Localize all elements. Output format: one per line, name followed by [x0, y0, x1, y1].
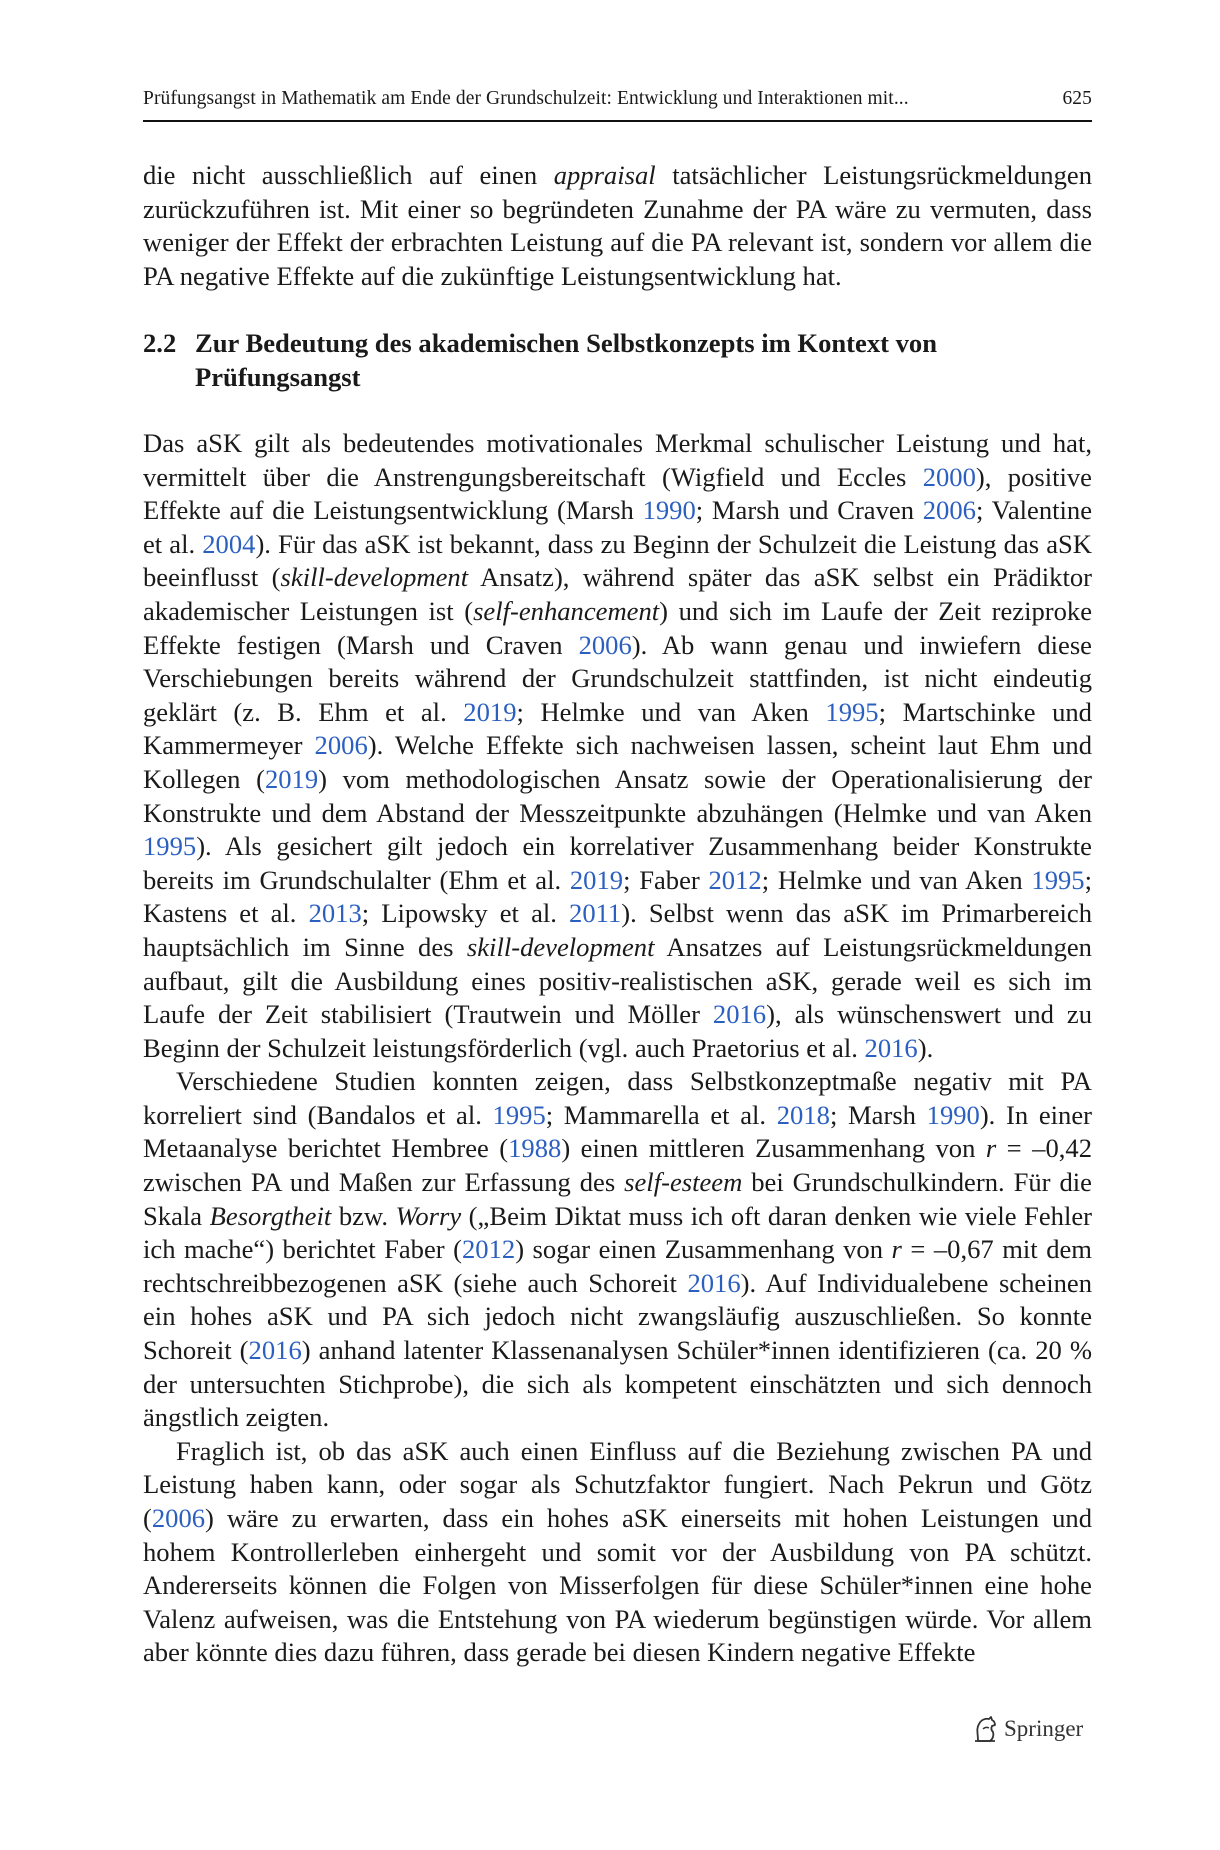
- citation-link[interactable]: 2006: [151, 1503, 206, 1533]
- citation-link[interactable]: 2016: [687, 1267, 741, 1298]
- section-heading: [143, 327, 1092, 394]
- section-body: [143, 427, 1092, 1670]
- citation-link[interactable]: 2019: [463, 696, 517, 727]
- paragraph-2: Verschiedene Studien konnten zeigen, dass Selbstkonzeptmaße negativ mit PA korreliert sind (Bandalos et al. 1995; Mammarella et al. 2018; Marsh 1990). In einer Metaanalyse berichtet Hembree (1988) einen mittleren Zusammenhang von r = –0,42 zwischen PA und Maßen zur Erfassung des self-esteem bei Grundschulkindern. Für die Skala Besorgtheit bzw. Worry („Beim Diktat muss ich oft daran denken wie viele Fehler ich mache“) berichtet Faber (2012) sogar einen Zusammenhang von r = –0,67 mit dem rechtschreibbezogenen aSK (siehe auch Schoreit 2016). Auf Individualebene scheinen ein hohes aSK und PA sich jedoch nicht zwangsläufig auszuschließen. So konnte Schoreit (2016) anhand latenter Klassenanalysen Schüler*innen identifizieren (ca. 20 % der untersuchten Stichprobe), die sich als kompetent einschätzten und sich dennoch ängstlich zeigten.: [143, 1066, 1092, 1433]
- paragraph-1: Das aSK gilt als bedeutendes motivationales Merkmal schulischer Leistung und hat, vermittelt über die Anstrengungsbereitschaft (Wigfield und Eccles 2000), positive Effekte auf die Leistungsentwicklung (Marsh 1990; Marsh und Craven 2006; Valentine et al. 2004). Für das aSK ist bekannt, dass zu Beginn der Schulzeit die Leistung das aSK beeinflusst (skill-development Ansatz), während später das aSK selbst ein Prädiktor akademischer Leistungen ist (self-enhancement) und sich im Laufe der Zeit reziproke Effekte festigen (Marsh und Craven 2006). Ab wann genau und inwiefern diese Verschiebungen bereits während der Grundschulzeit stattfinden, ist nicht eindeutig geklärt (z. B. Ehm et al. 2019; Helmke und van Aken 1995; Martschinke und Kammermeyer 2006). Welche Effekte sich nachweisen lassen, scheint laut Ehm und Kollegen (2019) vom methodologischen Ansatz sowie der Operationalisierung der Konstrukte und dem Abstand der Messzeitpunkte abzuhängen (Helmke und van Aken 1995). Als gesichert gilt jedoch ein korrelativer Zusammenhang beider Konstrukte bereits im Grundschulalter (Ehm et al. 2019; Faber 2012; Helmke und van Aken 1995; Kastens et al. 2013; Lipowsky et al. 2011). Selbst wenn das aSK im Primarbereich hauptsächlich im Sinne des skill-development Ansatzes auf Leistungsrückmeldungen aufbaut, gilt die Ausbildung eines positiv-realistischen aSK, gerade weil es sich im Laufe der Zeit stabilisiert (Trautwein und Möller 2016), als wünschenswert und zu Beginn der Schulzeit leistungsförderlich (vgl. auch Praetorius et al. 2016).: [143, 428, 1093, 1063]
- continuation-paragraph-block: [143, 159, 1092, 293]
- citation-link[interactable]: 2011: [569, 898, 622, 929]
- section-number: 2.2: [143, 328, 177, 358]
- springer-horse-icon: [972, 1715, 998, 1743]
- citation-link[interactable]: 2016: [248, 1335, 302, 1366]
- header-rule: [143, 120, 1092, 122]
- citation-link[interactable]: 2000: [922, 461, 976, 492]
- citation-link[interactable]: 2016: [712, 999, 767, 1030]
- citation-link[interactable]: 1995: [825, 696, 879, 727]
- citation-link[interactable]: 2013: [308, 898, 362, 929]
- citation-link[interactable]: 1988: [508, 1133, 562, 1164]
- publisher-name: Springer: [1004, 1716, 1084, 1741]
- citation-link[interactable]: 2018: [776, 1099, 830, 1130]
- citation-link[interactable]: 2006: [314, 730, 368, 761]
- citation-link[interactable]: 2016: [864, 1032, 918, 1063]
- citation-link[interactable]: 1995: [1031, 864, 1085, 895]
- citation-link[interactable]: 2006: [922, 495, 976, 526]
- citation-link[interactable]: 2019: [264, 763, 319, 794]
- citation-link[interactable]: 1990: [926, 1099, 980, 1130]
- citation-link[interactable]: 2006: [578, 629, 632, 660]
- citation-link[interactable]: 2004: [202, 528, 256, 559]
- running-header: [143, 88, 1092, 110]
- publisher-logo: [972, 1715, 1083, 1743]
- citation-link[interactable]: 2019: [569, 864, 624, 895]
- citation-link[interactable]: 2012: [462, 1234, 516, 1265]
- running-title: Prüfungsangst in Mathematik am Ende der Grundschulzeit: Entwicklung und Interaktionen mit...: [143, 88, 909, 109]
- citation-link[interactable]: 2012: [708, 864, 762, 895]
- page-number: 625: [1062, 88, 1092, 109]
- section-title: Zur Bedeutung des akademischen Selbstkonzepts im Kontext von Prüfungsangst: [195, 328, 938, 392]
- citation-link[interactable]: 1990: [642, 495, 696, 526]
- citation-link[interactable]: 1995: [143, 831, 197, 862]
- citation-link[interactable]: 1995: [492, 1099, 546, 1130]
- continuation-paragraph: die nicht ausschließlich auf einen appraisal tatsächlicher Leistungsrückmeldungen zurückzuführen ist. Mit einer so begründeten Zunahme der PA wäre zu vermuten, dass weniger der Effekt der erbrachten Leistung auf die PA relevant ist, sondern vor allem die PA negative Effekte auf die zukünftige Leistungsentwicklung hat.: [143, 160, 1092, 291]
- paragraph-3: Fraglich ist, ob das aSK auch einen Einfluss auf die Beziehung zwischen PA und Leistung haben kann, oder sogar als Schutzfaktor fungiert. Nach Pekrun und Götz (2006) wäre zu erwarten, dass ein hohes aSK einerseits mit hohen Leistungen und hohem Kontrollerleben einhergeht und somit vor der Ausbildung von PA schützt. Andererseits können die Folgen von Misserfolgen für diese Schüler*innen eine hohe Valenz aufweisen, was die Entstehung von PA wiederum begünstigen würde. Vor allem aber könnte dies dazu führen, dass gerade bei diesen Kindern negative Effekte: [143, 1435, 1092, 1668]
